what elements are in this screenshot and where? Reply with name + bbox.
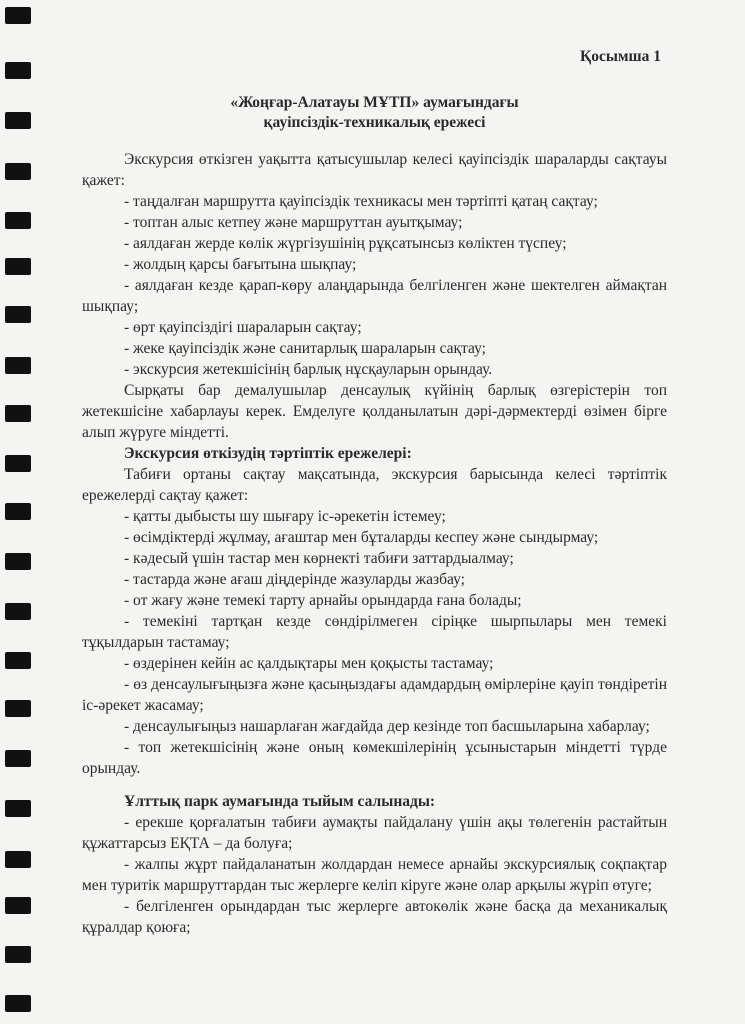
list-item: - тастарда және ағаш діңдерінде жазуларды жазбау;: [124, 571, 465, 588]
list-item: - жеке қауіпсіздік және санитарлық шараларын сақтау;: [124, 340, 486, 357]
list-item: - аялдаған жерде көлік жүргізушінің рұқсатынсыз көліктен түспеу;: [124, 235, 567, 252]
prohibited-heading: Ұлттық парк аумағында тыйым салынады:: [124, 793, 436, 810]
list-item: - денсаулығыңыз нашарлаған жағдайда дер кезінде топ басшыларына хабарлау;: [124, 718, 650, 735]
list-item: - жолдың қарсы бағытына шықпау;: [124, 256, 357, 273]
safety-section: [82, 149, 667, 443]
attachment-label: Қосымша 1: [580, 48, 661, 65]
list-item: - кәдесый үшін тастар мен көрнекті табиғи заттардыалмау;: [124, 550, 514, 567]
list-item: - аялдаған кезде қарап-көру алаңдарында белгіленген және шектелген аймақтан шықпау;: [82, 277, 667, 315]
document-title: [82, 93, 667, 133]
list-item: - өз денсаулығыңызға және қасыңыздағы адамдардың өмірлеріне қауіп төндіретін іс-әрекет жасамау;: [82, 676, 667, 714]
title-line-2: қауіпсіздік-техникалық ережесі: [263, 114, 486, 131]
prohibited-section: [82, 791, 667, 938]
title-line-1: «Жоңғар-Алатауы МҰТП» аумағындағы: [230, 94, 519, 111]
discipline-intro: Табиғи ортаны сақтау мақсатында, экскурсия барысында келесі тәртіптік ережелерді сақтау қажет:: [82, 466, 667, 504]
list-item: - өрт қауіпсіздігі шараларын сақтау;: [124, 319, 362, 336]
list-item: - қатты дыбысты шу шығару іс-әрекетін істемеу;: [124, 508, 446, 525]
list-item: - таңдалған маршрутта қауіпсіздік техникасы мен тәртіпті қатаң сақтау;: [124, 193, 598, 210]
discipline-section: [82, 443, 667, 779]
list-item: - темекіні тартқан кезде сөндірілмеген сіріңке шырпылары мен темекі тұқылдарын тастамау;: [82, 613, 667, 651]
list-item: - топтан алыс кетпеу және маршруттан ауытқымау;: [124, 214, 463, 231]
safety-note: Сырқаты бар демалушылар денсаулық күйінің барлық өзгерістерін топ жетекшісіне хабарлауы керек. Емделуге қолданылатын дәрі-дәрмектерді өзімен бірге алып жүруге міндетті.: [82, 382, 667, 441]
list-item: - белгіленген орындардан тыс жерлерге автокөлік және басқа да механикалық құралдар қоюға;: [82, 898, 667, 936]
list-item: - ерекше қорғалатын табиғи аумақты пайдалану үшін ақы төлегенін растайтын құжаттарсыз ЕҚТА – да болуға;: [82, 814, 667, 852]
list-item: - жалпы жұрт пайдаланатын жолдардан немесе арнайы экскурсиялық соқпақтар мен туритік маршруттардан тыс жерлерге келіп кіруге және олар арқылы жүріп өтуге;: [82, 856, 667, 894]
discipline-heading: Экскурсия өткізудің тәртіптік ережелері:: [124, 445, 412, 462]
safety-intro: Экскурсия өткізген уақытта қатысушылар келесі қауіпсіздік шараларды сақтауы қажет:: [82, 151, 667, 189]
list-item: - экскурсия жетекшісінің барлық нұсқауларын орындау.: [124, 361, 493, 378]
list-item: - өсімдіктерді жұлмау, ағаштар мен бұталарды кеспеу және сындырмау;: [124, 529, 599, 546]
list-item: - от жағу және темекі тарту арнайы орындарда ғана болады;: [124, 592, 522, 609]
list-item: - топ жетекшісінің және оның көмекшілерінің ұсыныстарын міндетті түрде орындау.: [82, 739, 667, 777]
list-item: - өздерінен кейін ас қалдықтары мен қоқысты тастамау;: [124, 655, 494, 672]
